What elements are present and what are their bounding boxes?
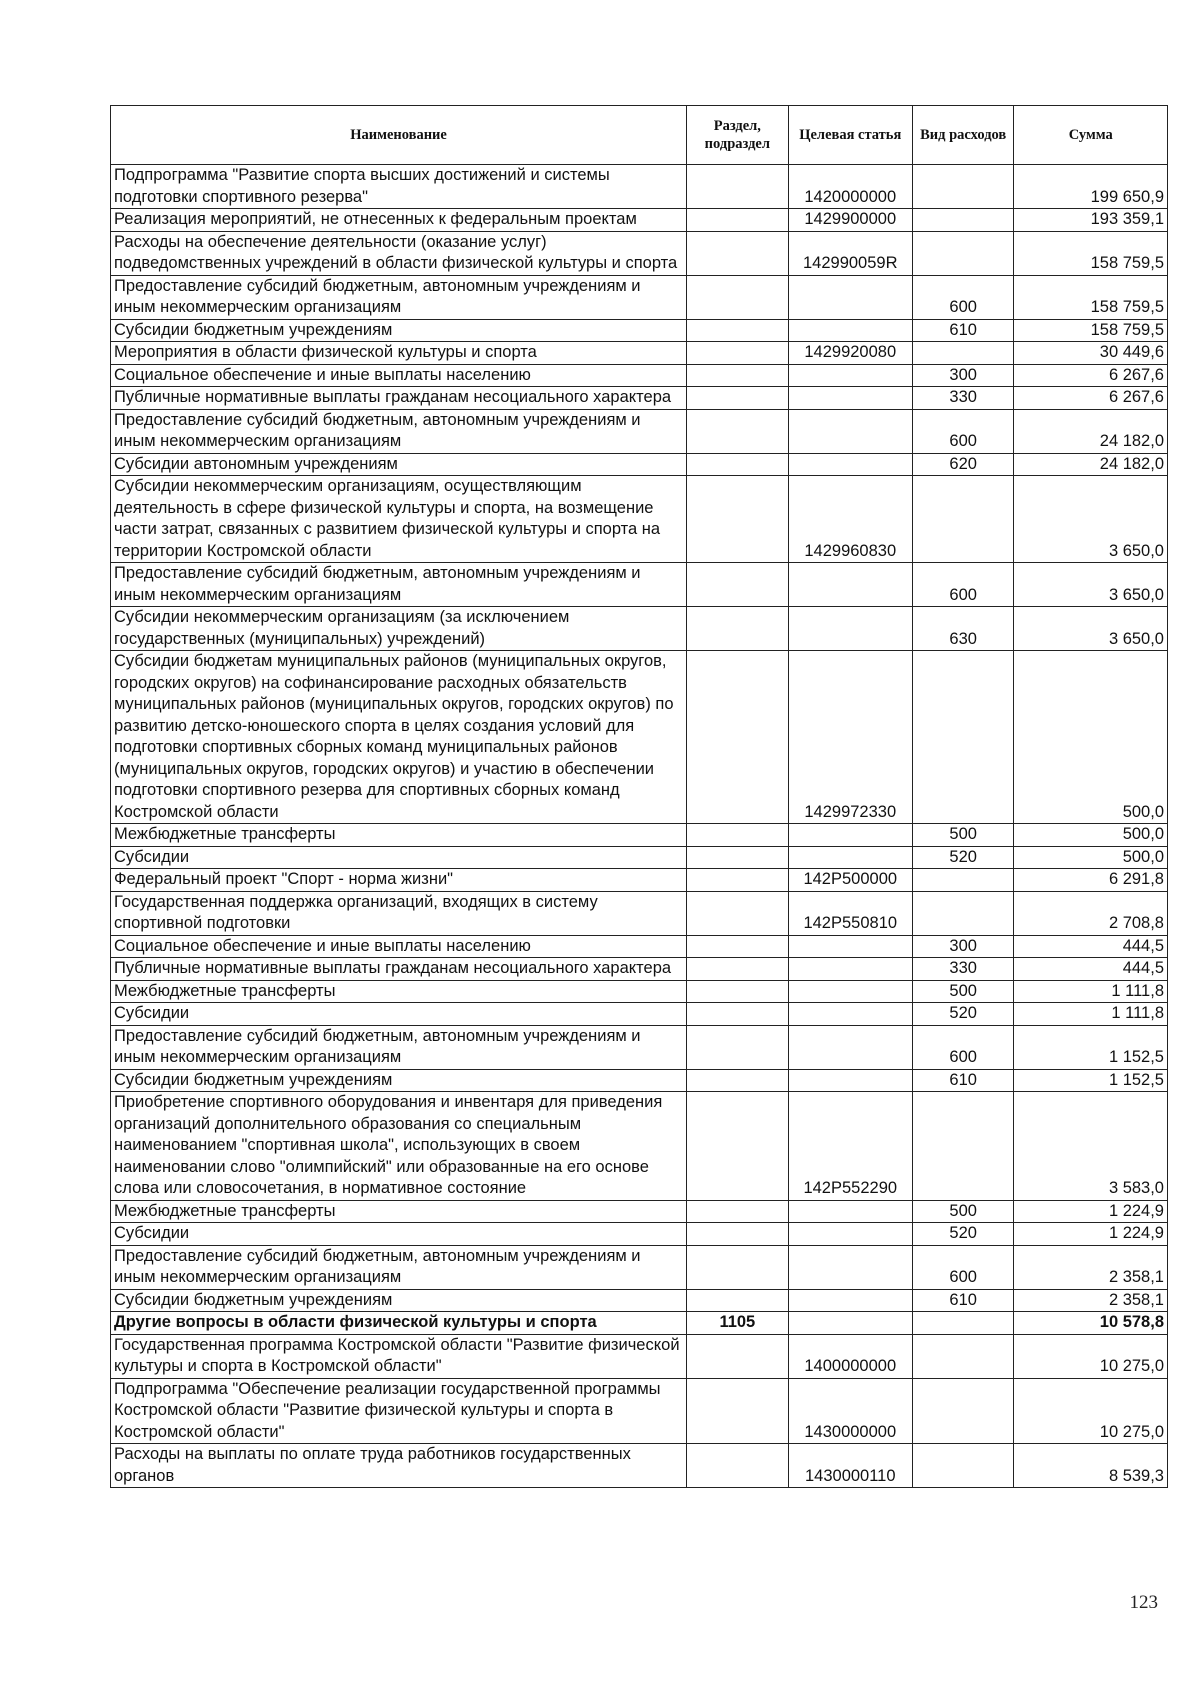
cell-sum: 158 759,5	[1014, 231, 1168, 275]
cell-kind: 600	[912, 563, 1014, 607]
cell-section	[687, 563, 789, 607]
cell-sum: 158 759,5	[1014, 319, 1168, 342]
cell-kind: 500	[912, 980, 1014, 1003]
cell-section	[687, 1334, 789, 1378]
table-row	[111, 958, 1168, 981]
cell-target	[788, 824, 912, 847]
cell-sum: 193 359,1	[1014, 209, 1168, 232]
table-row	[111, 1025, 1168, 1069]
cell-name: Подпрограмма "Развитие спорта высших достижений и системы подготовки спортивного резерва"	[111, 165, 687, 209]
cell-sum: 1 111,8	[1014, 1003, 1168, 1026]
cell-sum: 3 650,0	[1014, 476, 1168, 563]
table-row	[111, 1334, 1168, 1378]
cell-section	[687, 958, 789, 981]
table-row	[111, 1092, 1168, 1201]
table-row	[111, 869, 1168, 892]
cell-section	[687, 824, 789, 847]
cell-name: Государственная программа Костромской области "Развитие физической культуры и спорта в Костромской области"	[111, 1334, 687, 1378]
table-row	[111, 1223, 1168, 1246]
cell-section	[687, 891, 789, 935]
cell-kind: 520	[912, 846, 1014, 869]
cell-sum: 10 275,0	[1014, 1334, 1168, 1378]
table-row	[111, 387, 1168, 410]
cell-kind: 300	[912, 935, 1014, 958]
page-number: 123	[1129, 1592, 1158, 1613]
cell-sum: 30 449,6	[1014, 342, 1168, 365]
cell-kind	[912, 1092, 1014, 1201]
cell-kind	[912, 342, 1014, 365]
cell-name: Субсидии бюджетам муниципальных районов (муниципальных округов, городских округов) на софинансирование расходных обязательств муниципальных районов (муниципальных округов, городских округов) по развитию детско-юношеского спорта в целях создания условий для подготовки спортивных сборных команд муниципальных районов (муниципальных округов, городских округов) и участию в обеспечении подготовки спортивного резерва для спортивных сборных команд Костромской области	[111, 651, 687, 824]
cell-section	[687, 1003, 789, 1026]
cell-target	[788, 935, 912, 958]
cell-kind: 330	[912, 958, 1014, 981]
cell-kind: 610	[912, 1289, 1014, 1312]
cell-target	[788, 1245, 912, 1289]
table-row	[111, 891, 1168, 935]
cell-sum: 6 291,8	[1014, 869, 1168, 892]
cell-sum: 500,0	[1014, 651, 1168, 824]
cell-section	[687, 607, 789, 651]
cell-target	[788, 409, 912, 453]
cell-section	[687, 935, 789, 958]
table-row	[111, 563, 1168, 607]
table-row	[111, 824, 1168, 847]
cell-target: 1429960830	[788, 476, 912, 563]
cell-name: Субсидии	[111, 1223, 687, 1246]
header-target: Целевая статья	[788, 106, 912, 165]
cell-section	[687, 409, 789, 453]
table-header-row	[111, 106, 1168, 165]
cell-sum: 1 224,9	[1014, 1200, 1168, 1223]
cell-sum: 8 539,3	[1014, 1444, 1168, 1488]
table-row	[111, 1003, 1168, 1026]
cell-section	[687, 1378, 789, 1444]
cell-name: Межбюджетные трансферты	[111, 1200, 687, 1223]
cell-target	[788, 607, 912, 651]
budget-table	[110, 105, 1168, 1488]
cell-target: 142P550810	[788, 891, 912, 935]
table-row	[111, 1378, 1168, 1444]
table-row	[111, 846, 1168, 869]
cell-name: Подпрограмма "Обеспечение реализации государственной программы Костромской области "Развитие физической культуры и спорта в Костромской области"	[111, 1378, 687, 1444]
cell-sum: 10 275,0	[1014, 1378, 1168, 1444]
cell-section	[687, 453, 789, 476]
cell-name: Межбюджетные трансферты	[111, 980, 687, 1003]
table-row	[111, 209, 1168, 232]
cell-name: Субсидии некоммерческим организациям (за исключением государственных (муниципальных) учреждений)	[111, 607, 687, 651]
cell-kind	[912, 1334, 1014, 1378]
cell-target: 1430000110	[788, 1444, 912, 1488]
cell-target	[788, 1312, 912, 1335]
cell-target	[788, 1289, 912, 1312]
table-row	[111, 651, 1168, 824]
cell-kind	[912, 651, 1014, 824]
cell-kind	[912, 209, 1014, 232]
cell-name: Межбюджетные трансферты	[111, 824, 687, 847]
cell-kind: 520	[912, 1003, 1014, 1026]
cell-sum: 6 267,6	[1014, 387, 1168, 410]
cell-section: 1105	[687, 1312, 789, 1335]
table-row	[111, 453, 1168, 476]
table-row	[111, 231, 1168, 275]
cell-name: Субсидии бюджетным учреждениям	[111, 1069, 687, 1092]
cell-name: Федеральный проект "Спорт - норма жизни"	[111, 869, 687, 892]
table-row	[111, 1289, 1168, 1312]
cell-kind	[912, 1378, 1014, 1444]
cell-section	[687, 476, 789, 563]
cell-name: Другие вопросы в области физической культуры и спорта	[111, 1312, 687, 1335]
cell-kind: 600	[912, 1245, 1014, 1289]
cell-name: Субсидии некоммерческим организациям, осуществляющим деятельность в сфере физической культуры и спорта, на возмещение части затрат, связанных с развитием физической культуры и спорта на территории Костромской области	[111, 476, 687, 563]
cell-target	[788, 1025, 912, 1069]
cell-name: Расходы на обеспечение деятельности (оказание услуг) подведомственных учреждений в области физической культуры и спорта	[111, 231, 687, 275]
table-row	[111, 1200, 1168, 1223]
cell-kind	[912, 891, 1014, 935]
cell-target: 142P552290	[788, 1092, 912, 1201]
cell-section	[687, 980, 789, 1003]
cell-sum: 1 152,5	[1014, 1069, 1168, 1092]
cell-sum: 444,5	[1014, 935, 1168, 958]
table-row	[111, 1069, 1168, 1092]
cell-sum: 1 152,5	[1014, 1025, 1168, 1069]
table-row	[111, 319, 1168, 342]
cell-name: Мероприятия в области физической культуры и спорта	[111, 342, 687, 365]
cell-sum: 500,0	[1014, 846, 1168, 869]
cell-kind: 500	[912, 1200, 1014, 1223]
cell-target: 1420000000	[788, 165, 912, 209]
cell-sum: 1 111,8	[1014, 980, 1168, 1003]
cell-sum: 3 650,0	[1014, 563, 1168, 607]
cell-section	[687, 1200, 789, 1223]
cell-sum: 24 182,0	[1014, 409, 1168, 453]
cell-name: Субсидии автономным учреждениям	[111, 453, 687, 476]
table-row	[111, 476, 1168, 563]
table-row	[111, 1444, 1168, 1488]
cell-name: Предоставление субсидий бюджетным, автономным учреждениям и иным некоммерческим организациям	[111, 1025, 687, 1069]
cell-sum: 444,5	[1014, 958, 1168, 981]
cell-target	[788, 1069, 912, 1092]
cell-section	[687, 869, 789, 892]
cell-kind	[912, 476, 1014, 563]
cell-target: 1430000000	[788, 1378, 912, 1444]
cell-kind: 600	[912, 1025, 1014, 1069]
table-row	[111, 342, 1168, 365]
cell-name: Реализация мероприятий, не отнесенных к федеральным проектам	[111, 209, 687, 232]
cell-name: Субсидии бюджетным учреждениям	[111, 1289, 687, 1312]
cell-kind: 600	[912, 409, 1014, 453]
table-row	[111, 607, 1168, 651]
cell-kind	[912, 1312, 1014, 1335]
cell-kind	[912, 869, 1014, 892]
cell-sum: 3 650,0	[1014, 607, 1168, 651]
cell-section	[687, 1444, 789, 1488]
cell-name: Публичные нормативные выплаты гражданам несоциального характера	[111, 958, 687, 981]
cell-name: Приобретение спортивного оборудования и инвентаря для приведения организаций дополнительного образования со специальным наименованием "спортивная школа", использующих в своем наименовании слово "олимпийский" или образованные на его основе слова или словосочетания, в нормативное состояние	[111, 1092, 687, 1201]
cell-section	[687, 364, 789, 387]
cell-sum: 6 267,6	[1014, 364, 1168, 387]
table-row	[111, 935, 1168, 958]
cell-target	[788, 319, 912, 342]
cell-sum: 158 759,5	[1014, 275, 1168, 319]
cell-section	[687, 651, 789, 824]
cell-section	[687, 846, 789, 869]
cell-section	[687, 342, 789, 365]
cell-sum: 500,0	[1014, 824, 1168, 847]
cell-section	[687, 275, 789, 319]
cell-target	[788, 846, 912, 869]
cell-kind: 610	[912, 319, 1014, 342]
cell-kind	[912, 165, 1014, 209]
cell-target: 1400000000	[788, 1334, 912, 1378]
cell-kind: 520	[912, 1223, 1014, 1246]
cell-name: Субсидии	[111, 1003, 687, 1026]
cell-kind: 610	[912, 1069, 1014, 1092]
cell-section	[687, 209, 789, 232]
cell-target	[788, 453, 912, 476]
cell-target	[788, 563, 912, 607]
cell-kind: 600	[912, 275, 1014, 319]
header-name: Наименование	[111, 106, 687, 165]
cell-kind: 630	[912, 607, 1014, 651]
cell-section	[687, 1092, 789, 1201]
cell-target	[788, 364, 912, 387]
cell-name: Социальное обеспечение и иные выплаты населению	[111, 364, 687, 387]
cell-kind: 500	[912, 824, 1014, 847]
cell-target: 1429972330	[788, 651, 912, 824]
cell-name: Расходы на выплаты по оплате труда работников государственных органов	[111, 1444, 687, 1488]
cell-section	[687, 1245, 789, 1289]
header-section: Раздел, подраздел	[687, 106, 789, 165]
cell-sum: 2 708,8	[1014, 891, 1168, 935]
cell-sum: 2 358,1	[1014, 1289, 1168, 1312]
cell-target: 142P500000	[788, 869, 912, 892]
table-row	[111, 165, 1168, 209]
cell-section	[687, 165, 789, 209]
cell-sum: 10 578,8	[1014, 1312, 1168, 1335]
cell-kind: 300	[912, 364, 1014, 387]
table-row	[111, 980, 1168, 1003]
cell-target: 1429900000	[788, 209, 912, 232]
cell-kind: 620	[912, 453, 1014, 476]
cell-sum: 3 583,0	[1014, 1092, 1168, 1201]
cell-sum: 199 650,9	[1014, 165, 1168, 209]
cell-section	[687, 231, 789, 275]
budget-sheet	[110, 105, 1168, 1488]
cell-section	[687, 1289, 789, 1312]
table-body	[111, 165, 1168, 1488]
cell-target: 142990059R	[788, 231, 912, 275]
table-row	[111, 1312, 1168, 1335]
cell-section	[687, 1223, 789, 1246]
cell-sum: 1 224,9	[1014, 1223, 1168, 1246]
cell-section	[687, 1069, 789, 1092]
cell-section	[687, 1025, 789, 1069]
cell-name: Предоставление субсидий бюджетным, автономным учреждениям и иным некоммерческим организациям	[111, 275, 687, 319]
cell-name: Предоставление субсидий бюджетным, автономным учреждениям и иным некоммерческим организациям	[111, 409, 687, 453]
cell-target	[788, 275, 912, 319]
cell-section	[687, 319, 789, 342]
cell-name: Субсидии бюджетным учреждениям	[111, 319, 687, 342]
cell-kind: 330	[912, 387, 1014, 410]
cell-target: 1429920080	[788, 342, 912, 365]
cell-sum: 2 358,1	[1014, 1245, 1168, 1289]
table-row	[111, 275, 1168, 319]
cell-name: Субсидии	[111, 846, 687, 869]
cell-name: Социальное обеспечение и иные выплаты населению	[111, 935, 687, 958]
cell-name: Государственная поддержка организаций, входящих в систему спортивной подготовки	[111, 891, 687, 935]
cell-name: Предоставление субсидий бюджетным, автономным учреждениям и иным некоммерческим организациям	[111, 1245, 687, 1289]
cell-kind	[912, 1444, 1014, 1488]
table-row	[111, 1245, 1168, 1289]
cell-target	[788, 387, 912, 410]
table-row	[111, 364, 1168, 387]
header-kind: Вид расходов	[912, 106, 1014, 165]
table-row	[111, 409, 1168, 453]
cell-name: Предоставление субсидий бюджетным, автономным учреждениям и иным некоммерческим организациям	[111, 563, 687, 607]
cell-target	[788, 958, 912, 981]
cell-target	[788, 1223, 912, 1246]
cell-sum: 24 182,0	[1014, 453, 1168, 476]
cell-kind	[912, 231, 1014, 275]
cell-target	[788, 1200, 912, 1223]
cell-target	[788, 1003, 912, 1026]
cell-section	[687, 387, 789, 410]
cell-name: Публичные нормативные выплаты гражданам несоциального характера	[111, 387, 687, 410]
cell-target	[788, 980, 912, 1003]
header-sum: Сумма	[1014, 106, 1168, 165]
